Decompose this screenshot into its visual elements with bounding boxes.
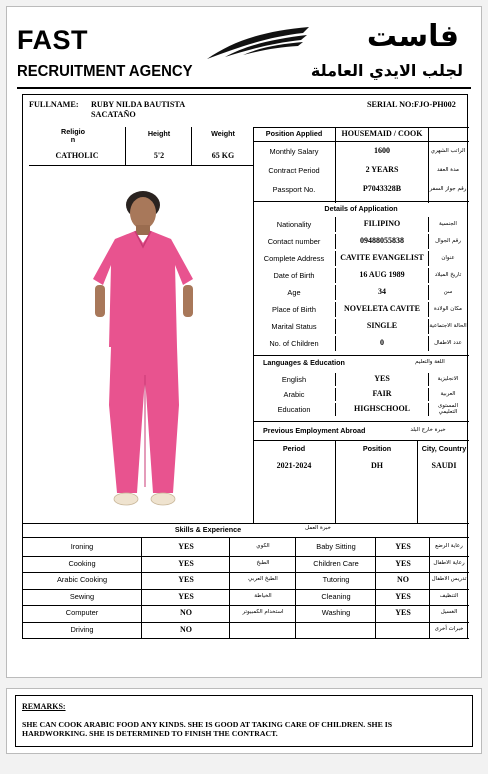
skill-value-right: YES	[395, 608, 411, 618]
skill-label: Ironing	[70, 542, 94, 552]
header-rule	[17, 87, 471, 89]
employment-period: 2021-2024	[276, 460, 312, 470]
application-form	[22, 94, 468, 639]
skill-value-right: YES	[395, 542, 411, 552]
cv-page	[6, 6, 482, 678]
skill-label-ar: استخدام الكمبيوتر	[242, 609, 284, 616]
skill-label-right: Tutoring	[322, 575, 350, 585]
fullname-line2: SACATAÑO	[91, 110, 136, 119]
application-row-label-ar: مكان الولادة	[434, 305, 462, 312]
employment-section-title-ar: خبرة خارج البلد	[410, 427, 446, 434]
application-row-label: Nationality	[276, 219, 312, 229]
position-applied-value: HOUSEMAID / COOK	[341, 128, 423, 138]
position-row-label: Monthly Salary	[269, 146, 319, 156]
candidate-photo	[79, 187, 209, 509]
skill-label-right: Washing	[321, 608, 351, 618]
weight-value: 65 KG	[211, 150, 235, 160]
uniform-pants	[109, 347, 179, 493]
skill-value: YES	[178, 575, 194, 585]
height-label: Height	[147, 129, 171, 139]
skill-label: Cooking	[68, 558, 96, 568]
skill-label-right-ar: التنظيف	[439, 592, 459, 599]
remarks-title: REMARKS:	[22, 702, 66, 711]
application-section-title: Details of Application	[324, 204, 398, 214]
language-row-label-ar: الانجليزية	[437, 375, 459, 382]
application-row-value: 16 AUG 1989	[359, 270, 405, 280]
skill-value: NO	[180, 608, 192, 618]
skill-label: Arabic Cooking	[56, 575, 108, 585]
language-row-label: English	[281, 374, 307, 384]
language-row-label-ar: العربية	[440, 390, 456, 397]
application-row-label: Age	[287, 287, 301, 297]
skill-label-right: Children Care	[313, 558, 359, 568]
application-row-label-ar: سن	[443, 288, 453, 295]
agency-header	[7, 7, 483, 87]
application-row-label-ar: عدد الاطفال	[434, 339, 462, 346]
application-row-label: Contact number	[267, 236, 321, 246]
application-row-value: SINGLE	[366, 321, 398, 331]
brand-subtitle-ar: لجلب الايدي العاملة	[310, 61, 463, 80]
position-row-label-ar: الراتب الشهري	[430, 147, 466, 154]
skill-label-right: Baby Sitting	[316, 542, 356, 552]
skill-label-right-ar: الغسيل	[440, 609, 458, 616]
remarks-box	[15, 695, 473, 747]
languages-section-title: Languages & Education	[263, 358, 345, 368]
skill-value: NO	[180, 624, 192, 634]
employment-city: SAUDI	[431, 460, 457, 470]
skill-label-right-ar: تدريس الاطفال	[431, 576, 467, 583]
skill-label: Computer	[65, 608, 99, 618]
religion-label: Religio n	[61, 127, 85, 144]
application-row-label-ar: الحالة الاجتماعية	[429, 322, 467, 329]
agency-logo-icon	[203, 17, 313, 63]
application-row-label: Complete Address	[263, 253, 325, 263]
skill-label-right: Cleaning	[321, 591, 351, 601]
position-applied-label: Position Applied	[265, 129, 323, 139]
serial-label: SERIAL NO:	[367, 100, 415, 109]
employment-col-position: Position	[362, 444, 392, 454]
skill-label-right-ar: رعاية الاطفال	[433, 559, 465, 566]
application-row-label-ar: رقم الجوال	[435, 237, 461, 244]
fullname-label: FULLNAME:	[29, 100, 79, 109]
brand-subtitle-en: RECRUITMENT AGENCY	[17, 63, 193, 80]
language-row-value: YES	[374, 374, 390, 384]
employment-col-city: City, Country	[421, 444, 467, 454]
religion-value: CATHOLIC	[55, 150, 99, 160]
skill-value-right: NO	[397, 575, 409, 585]
language-row-value: HIGHSCHOOL	[353, 404, 410, 414]
skills-section-title: Skills & Experience	[174, 525, 242, 535]
application-row-value: 09488055838	[360, 236, 404, 246]
application-row-label: Marital Status	[271, 321, 317, 331]
serial-number: FJO-PH002	[414, 100, 456, 109]
skill-value: YES	[178, 591, 194, 601]
language-row-label-ar: المستوى التعليمي	[437, 403, 459, 415]
skill-label-ar: الكوي	[256, 543, 270, 550]
remarks-body: SHE CAN COOK ARABIC FOOD ANY KINDS. SHE IS GOOD AT TAKING CARE OF CHILDREN. SHE IS HARDWORKING. SHE IS DETERMINED TO FINISH THE CONTRACT.	[22, 720, 393, 739]
application-row-value: 34	[378, 287, 386, 297]
employment-col-period: Period	[282, 444, 306, 454]
position-row-value: 1600	[374, 146, 390, 156]
application-row-value: CAVITE EVANGELIST	[340, 253, 424, 263]
skill-label-right-ar: خبرات أخرى	[434, 625, 464, 632]
application-row-label: No. of Children	[269, 338, 319, 348]
application-row-label: Place of Birth	[272, 304, 316, 314]
skill-label-ar: الطبخ	[256, 559, 270, 566]
skill-value-right: YES	[395, 558, 411, 568]
skill-label-ar: الخياطة	[254, 592, 272, 599]
skill-label-right-ar: رعاية الرضع	[435, 543, 463, 550]
position-row-label-ar: مدة العقد	[437, 166, 459, 173]
languages-section-title-ar: اللغة والتعليم	[415, 359, 445, 366]
skill-label-ar	[231, 622, 295, 639]
skill-label-ar: الطبخ العربي	[248, 576, 278, 583]
weight-label: Weight	[211, 129, 235, 139]
application-row-value: 0	[380, 338, 384, 348]
position-row-label-ar: رقم جواز السفر	[429, 185, 467, 192]
application-row-label: Date of Birth	[273, 270, 315, 280]
position-row-label: Passport No.	[272, 184, 316, 194]
application-row-label-ar: تاريخ الميلاد	[434, 271, 462, 278]
skill-label-right	[297, 622, 375, 639]
employment-position: DH	[371, 460, 383, 470]
brand-name-ar: فاست	[366, 19, 459, 54]
application-row-label-ar: عنوان	[441, 254, 455, 261]
language-row-value: FAIR	[372, 389, 392, 399]
language-row-label: Education	[277, 404, 311, 414]
employment-section-title: Previous Employment Abroad	[263, 426, 366, 436]
skill-value: YES	[178, 542, 194, 552]
height-value: 5'2	[153, 150, 165, 160]
fullname-line1: RUBY NILDA BAUTISTA	[91, 100, 186, 109]
skills-section-title-ar: خبرة العمل	[305, 525, 331, 532]
skill-value: YES	[178, 558, 194, 568]
remarks-panel	[6, 688, 482, 754]
application-row-value: NOVELETA CAVITE	[344, 304, 420, 314]
position-row-value: P7043328B	[362, 184, 402, 194]
language-row-label: Arabic	[283, 389, 305, 399]
skill-value-right	[377, 622, 429, 639]
position-row-label: Contract Period	[268, 165, 320, 175]
brand-name-en: FAST	[17, 25, 89, 55]
application-row-label-ar: الجنسية	[439, 220, 457, 227]
skill-label: Sewing	[69, 591, 95, 601]
position-row-value: 2 YEARS	[365, 165, 399, 175]
skill-label: Driving	[70, 624, 94, 634]
application-row-value: FILIPINO	[363, 219, 401, 229]
skill-value-right: YES	[395, 591, 411, 601]
